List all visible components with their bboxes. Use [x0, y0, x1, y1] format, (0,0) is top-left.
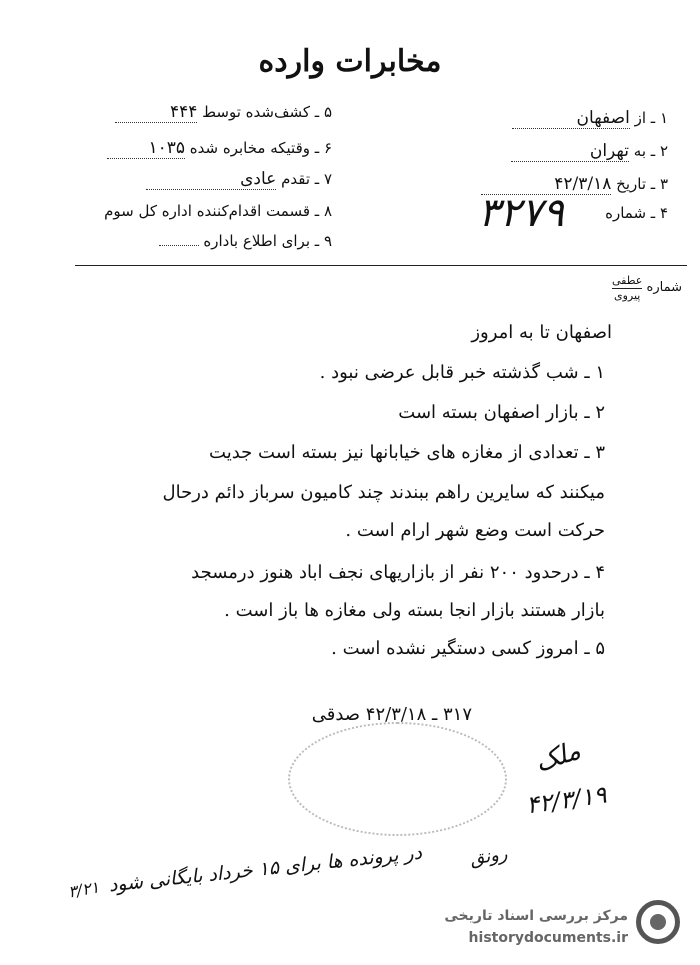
body-line-item-3-cont: میکنند که سایرین راهم ببندند چند کامیون سرباز دائم درحال [162, 482, 605, 503]
header-action-dept-label: ۸ ـ قسمت اقدام‌کننده [196, 202, 332, 220]
body-line-item-3-end: حرکت است وضع شهر ارام است . [345, 520, 605, 541]
header-from [512, 108, 668, 129]
handwritten-note-date: ۳/۲۱ [66, 877, 101, 902]
body-line-item-5: ۵ ـ امروز کسی دستگیر نشده است . [331, 638, 605, 659]
header-decoded-by-label: ۵ ـ کشف‌شده توسط [202, 103, 332, 121]
footer-reference: ۳۱۷ ـ ۴۲/۳/۱۸ صدقی [311, 704, 472, 725]
faded-stamp [288, 722, 507, 836]
header-info-office [159, 232, 332, 250]
archive-logo-icon [636, 900, 680, 944]
handwritten-note: در پرونده ها برای ۱۵ خرداد بایگانی شود [107, 841, 423, 897]
header-priority [146, 169, 332, 190]
reference-fraction [612, 274, 642, 303]
header-sent-time [107, 138, 332, 159]
header-divider [75, 265, 687, 266]
document-title: مخابرات وارده [258, 44, 442, 79]
header-action-dept-value: اداره کل سوم [104, 202, 192, 220]
header-number [605, 204, 668, 222]
header-to-value: تهران [511, 141, 629, 162]
header-to-label: ۲ ـ به [633, 142, 668, 160]
header-sent-time-label: ۶ ـ وقتیکه مخابره شده [189, 139, 332, 157]
watermark-org: مرکز بررسی اسناد تاریخی [444, 908, 628, 924]
header-info-office-label: ۹ ـ برای اطلاع باداره [203, 232, 332, 250]
header-decoded-by-value: ۴۴۴ [115, 102, 197, 123]
reference-fraction-bottom: پیروی [613, 289, 641, 302]
header-date-label: ۳ ـ تاریخ [616, 175, 668, 193]
header-priority-value: عادی [146, 169, 276, 190]
header-number-value: ۳۲۷۹ [478, 190, 564, 236]
body-line-intro: اصفهان تا به امروز [471, 322, 612, 343]
handwritten-date: ۴۲/۳/۱۹ [524, 780, 609, 820]
header-action-dept [104, 202, 332, 220]
body-line-item-2: ۲ ـ بازار اصفهان بسته است [398, 402, 605, 423]
reference-fraction-top: عطفی [612, 274, 643, 287]
header-date-value: ۴۲/۳/۱۸ [481, 174, 611, 195]
header-decoded-by [115, 102, 332, 123]
watermark-url: historydocuments.ir [468, 930, 628, 946]
body-line-item-4-cont: بازار هستند بازار انجا بسته ولی مغازه ها باز است . [224, 600, 605, 621]
header-from-label: ۱ ـ از [634, 109, 668, 127]
body-line-item-4: ۴ ـ درحدود ۲۰۰ نفر از بازاریهای نجف اباد هنوز درمسجد [191, 562, 605, 583]
body-line-item-3: ۳ ـ تعدادی از مغازه های خیابانها نیز بسته است جدیت [209, 442, 605, 463]
header-from-value: اصفهان [512, 108, 630, 129]
body-line-item-1: ۱ ـ شب گذشته خبر قابل عرضی نبود . [319, 362, 605, 383]
handwritten-signature: ملک [531, 735, 585, 779]
header-priority-label: ۷ ـ تقدم [281, 170, 332, 188]
header-sent-time-value: ۱۰۳۵ [107, 138, 185, 159]
handwritten-initials: رونق [468, 843, 509, 870]
reference-number-label: شماره [646, 280, 682, 295]
header-number-label: ۴ ـ شماره [605, 204, 668, 222]
header-to [511, 141, 668, 162]
header-info-office-value [159, 245, 199, 246]
